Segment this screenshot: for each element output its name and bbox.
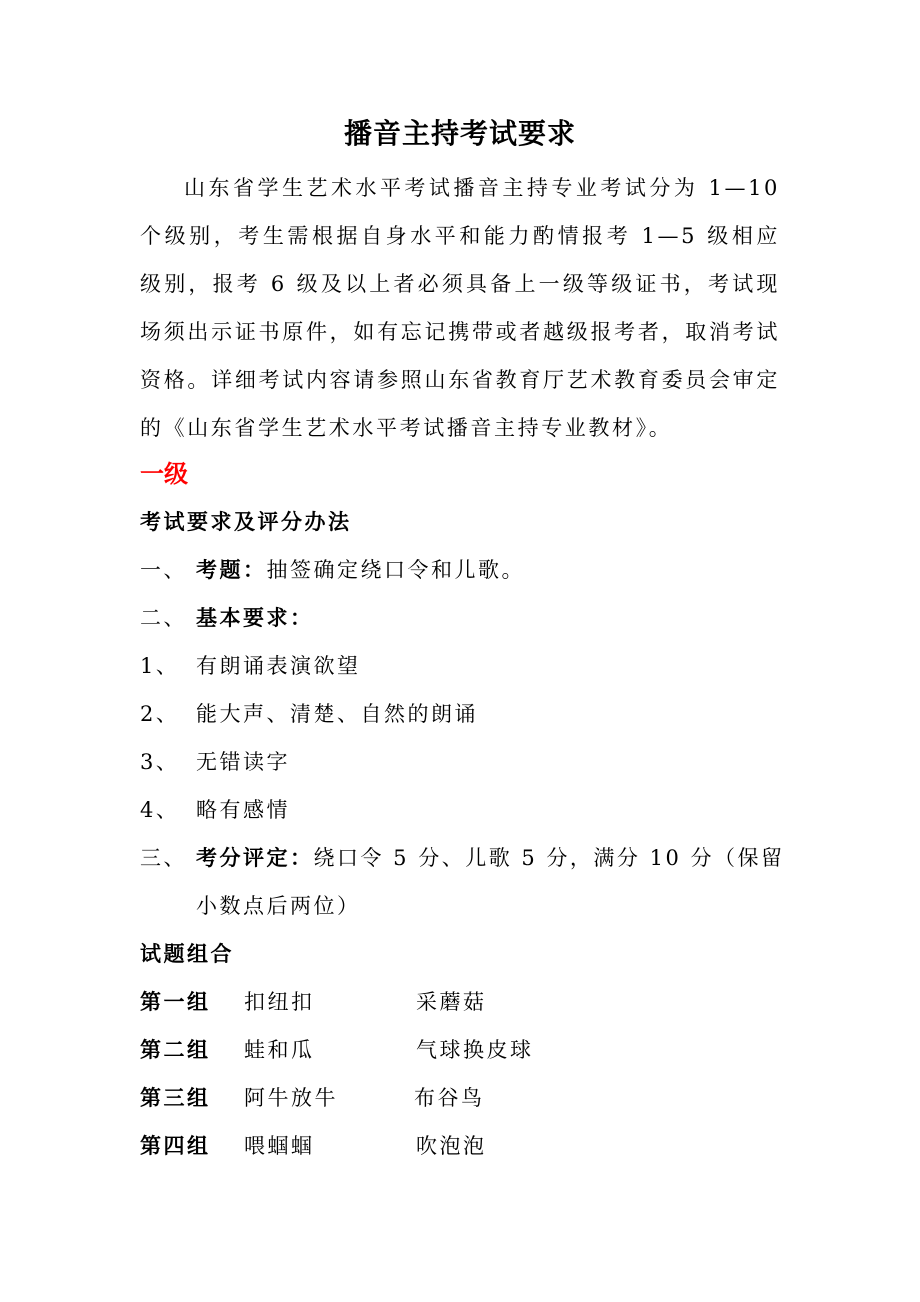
group-row: [140, 1082, 485, 1114]
item-one-text: 抽签确定绕口令和儿歌。: [266, 558, 525, 582]
group-name: 第四组: [140, 1133, 211, 1158]
group-row: [140, 986, 487, 1018]
document-title: 播音主持考试要求: [343, 117, 576, 150]
section-heading: 考试要求及评分办法: [140, 509, 352, 534]
requirement-number: 4、: [140, 798, 180, 822]
group-piece-b: 吹泡泡: [416, 1134, 487, 1158]
item-three-text: 绕口令 5 分、儿歌 5 分，满分 10 分（保留: [313, 846, 785, 870]
group-piece-a: 喂蝈蝈: [244, 1134, 315, 1158]
item-three-continuation: 小数点后两位）: [196, 894, 361, 918]
requirement-text: 无错读字: [196, 750, 290, 774]
requirement-number: 2、: [140, 702, 180, 726]
group-row: [140, 1130, 487, 1162]
group-piece-b: 采蘑菇: [416, 990, 487, 1014]
group-piece-a: 蛙和瓜: [244, 1038, 315, 1062]
level-heading: 一级: [140, 459, 188, 488]
requirement-item: [140, 698, 478, 730]
group-piece-b: 气球换皮球: [416, 1038, 534, 1062]
group-piece-a: 扣纽扣: [244, 990, 315, 1014]
group-row: [140, 1034, 534, 1066]
requirement-number: 1、: [140, 654, 180, 678]
requirement-item: [140, 746, 290, 778]
groups-heading: 试题组合: [140, 941, 234, 966]
group-name: 第一组: [140, 989, 211, 1014]
item-three-number: 三、: [140, 846, 187, 870]
group-piece-a: 阿牛放牛: [244, 1086, 338, 1110]
item-one-number: 一、: [140, 558, 187, 582]
requirement-text: 略有感情: [196, 798, 290, 822]
group-name: 第三组: [140, 1085, 211, 1110]
intro-paragraph: 山东省学生艺术水平考试播音主持专业考试分为 1—10 个级别，考生需根据自身水平和能力酌情报考 1—5 级相应级别，报考 6 级及以上者必须具备上一级等级证书，考试现场须出示证书原件，如有忘记携带或者越级报考者，取消考试资格。详细考试内容请参照山东省教育厅艺术教育委员会审定的《山东省学生艺术水平考试播音主持专业教材》。: [140, 176, 780, 440]
item-two: [140, 602, 314, 634]
item-two-label: 基本要求：: [196, 605, 314, 630]
item-one: [140, 554, 525, 586]
item-one-label: 考题：: [196, 557, 267, 582]
item-three: [140, 842, 785, 874]
requirement-item: [140, 650, 361, 682]
item-two-number: 二、: [140, 606, 187, 630]
requirement-number: 3、: [140, 750, 180, 774]
requirement-text: 有朗诵表演欲望: [196, 654, 361, 678]
group-name: 第二组: [140, 1037, 211, 1062]
requirement-text: 能大声、清楚、自然的朗诵: [196, 702, 478, 726]
item-three-label: 考分评定：: [196, 845, 314, 870]
requirement-item: [140, 794, 290, 826]
group-piece-b: 布谷鸟: [414, 1086, 485, 1110]
